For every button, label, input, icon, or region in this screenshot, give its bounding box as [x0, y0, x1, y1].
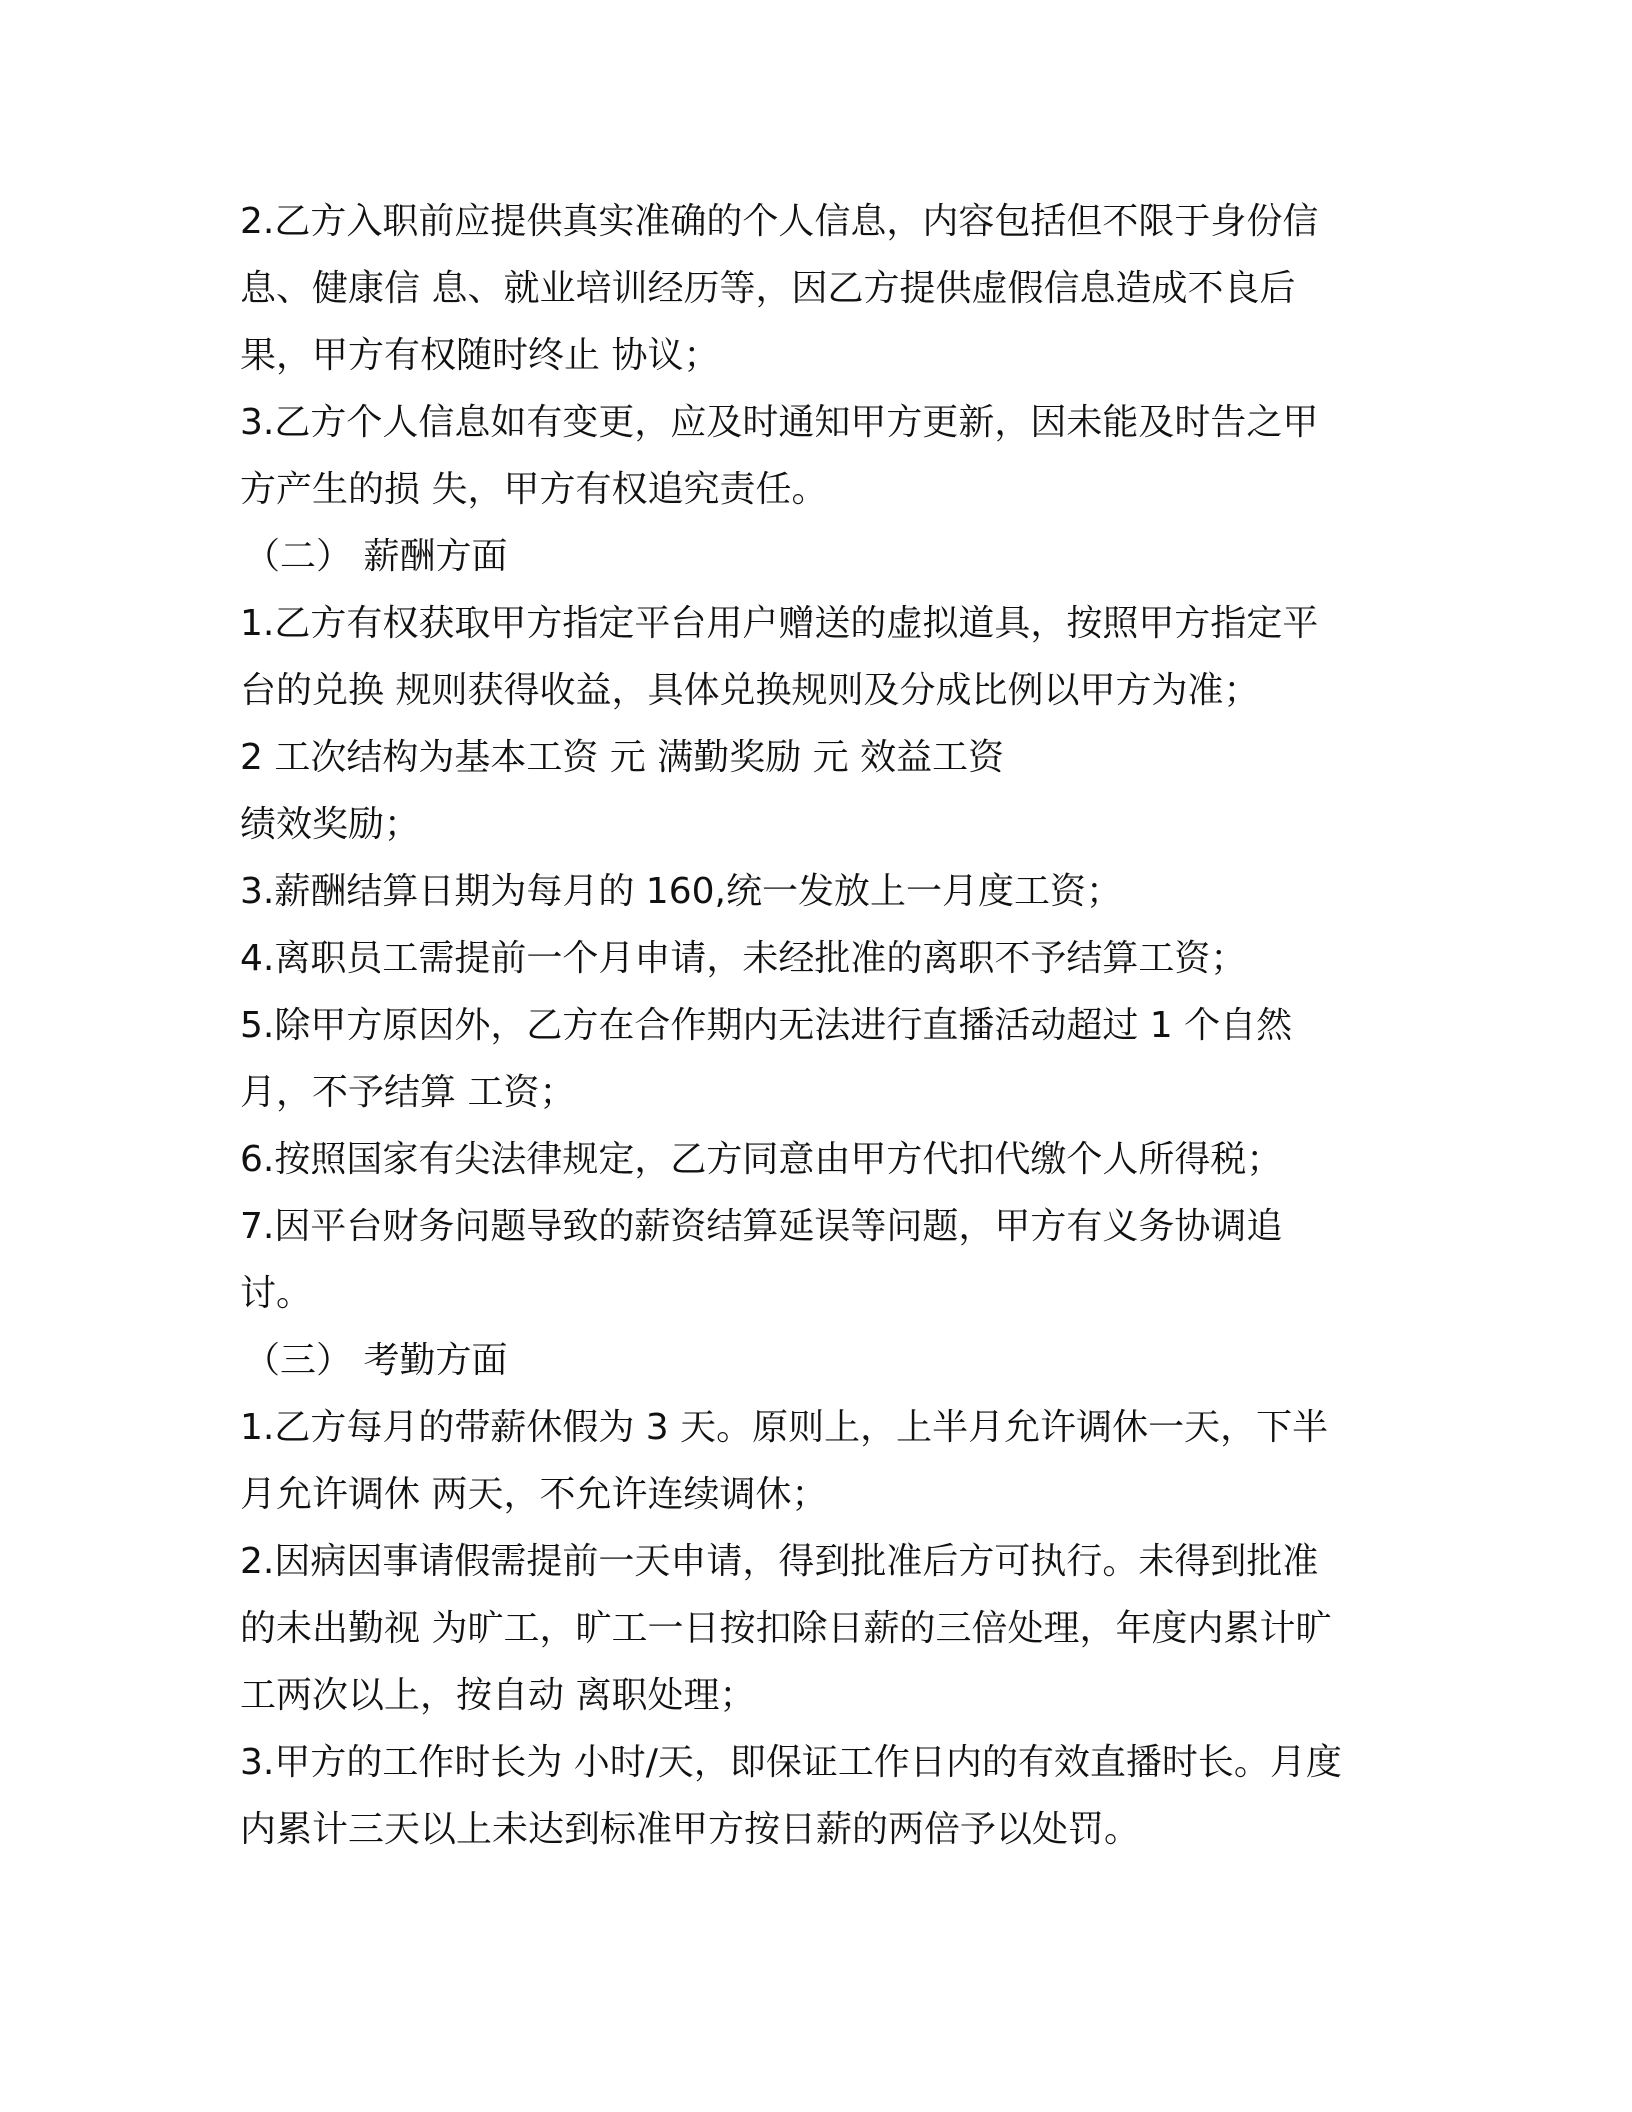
- text-line: 讨。: [240, 1273, 313, 1314]
- section-heading-salary: （二） 薪酬方面: [244, 536, 508, 577]
- text-line: 3.甲方的工作时长为 小时/天，即保证工作日内的有效直播时长。月度: [240, 1742, 1342, 1783]
- text-line: 息、健康信 息、就业培训经历等，因乙方提供虚假信息造成不良后: [240, 268, 1296, 309]
- text-line: 工两次以上，按自动 离职处理；: [240, 1675, 756, 1716]
- text-line: 5.除甲方原因外，乙方在合作期内无法进行直播活动超过 1 个自然: [240, 1005, 1293, 1046]
- text-line: 2.乙方入职前应提供真实准确的个人信息，内容包括但不限于身份信: [240, 201, 1319, 242]
- text-line: 方产生的损 失，甲方有权追究责任。: [240, 469, 828, 510]
- text-line: 的未出勤视 为旷工，旷工一日按扣除日薪的三倍处理，年度内累计旷: [240, 1608, 1332, 1649]
- text-line: 1.乙方有权获取甲方指定平台用户赠送的虚拟道具，按照甲方指定平: [240, 603, 1319, 644]
- text-line: 7.因平台财务问题导致的薪资结算延误等问题，甲方有义务协调追: [240, 1206, 1283, 1247]
- text-line: 台的兑换 规则获得收益，具体兑换规则及分成比例以甲方为准；: [240, 670, 1260, 711]
- text-line: 月允许调休 两天，不允许连续调休；: [240, 1474, 828, 1515]
- text-line: 月，不予结算 工资；: [240, 1072, 576, 1113]
- text-line: 2.因病因事请假需提前一天申请，得到批准后方可执行。未得到批准: [240, 1541, 1319, 1582]
- text-line: 3.薪酬结算日期为每月的 160,统一发放上一月度工资；: [240, 871, 1122, 912]
- text-line: 2 工次结构为基本工资 元 满勤奖励 元 效益工资: [240, 737, 1005, 778]
- document-body: [240, 188, 1390, 1863]
- text-line: 绩效奖励；: [240, 804, 421, 845]
- section-heading-attendance: （三） 考勤方面: [244, 1340, 508, 1381]
- text-line: 3.乙方个人信息如有变更，应及时通知甲方更新，因未能及时告之甲: [240, 402, 1319, 443]
- text-line: 1.乙方每月的带薪休假为 3 天。原则上，上半月允许调休一天，下半: [240, 1407, 1329, 1448]
- text-line: 内累计三天以上未达到标准甲方按日薪的两倍予以处罚。: [240, 1809, 1141, 1850]
- text-line: 6.按照国家有尖法律规定，乙方同意由甲方代扣代缴个人所得税；: [240, 1139, 1283, 1180]
- text-line: 4.离职员工需提前一个月申请，未经批准的离职不予结算工资；: [240, 938, 1247, 979]
- text-line: 果，甲方有权随时终止 协议；: [240, 335, 720, 376]
